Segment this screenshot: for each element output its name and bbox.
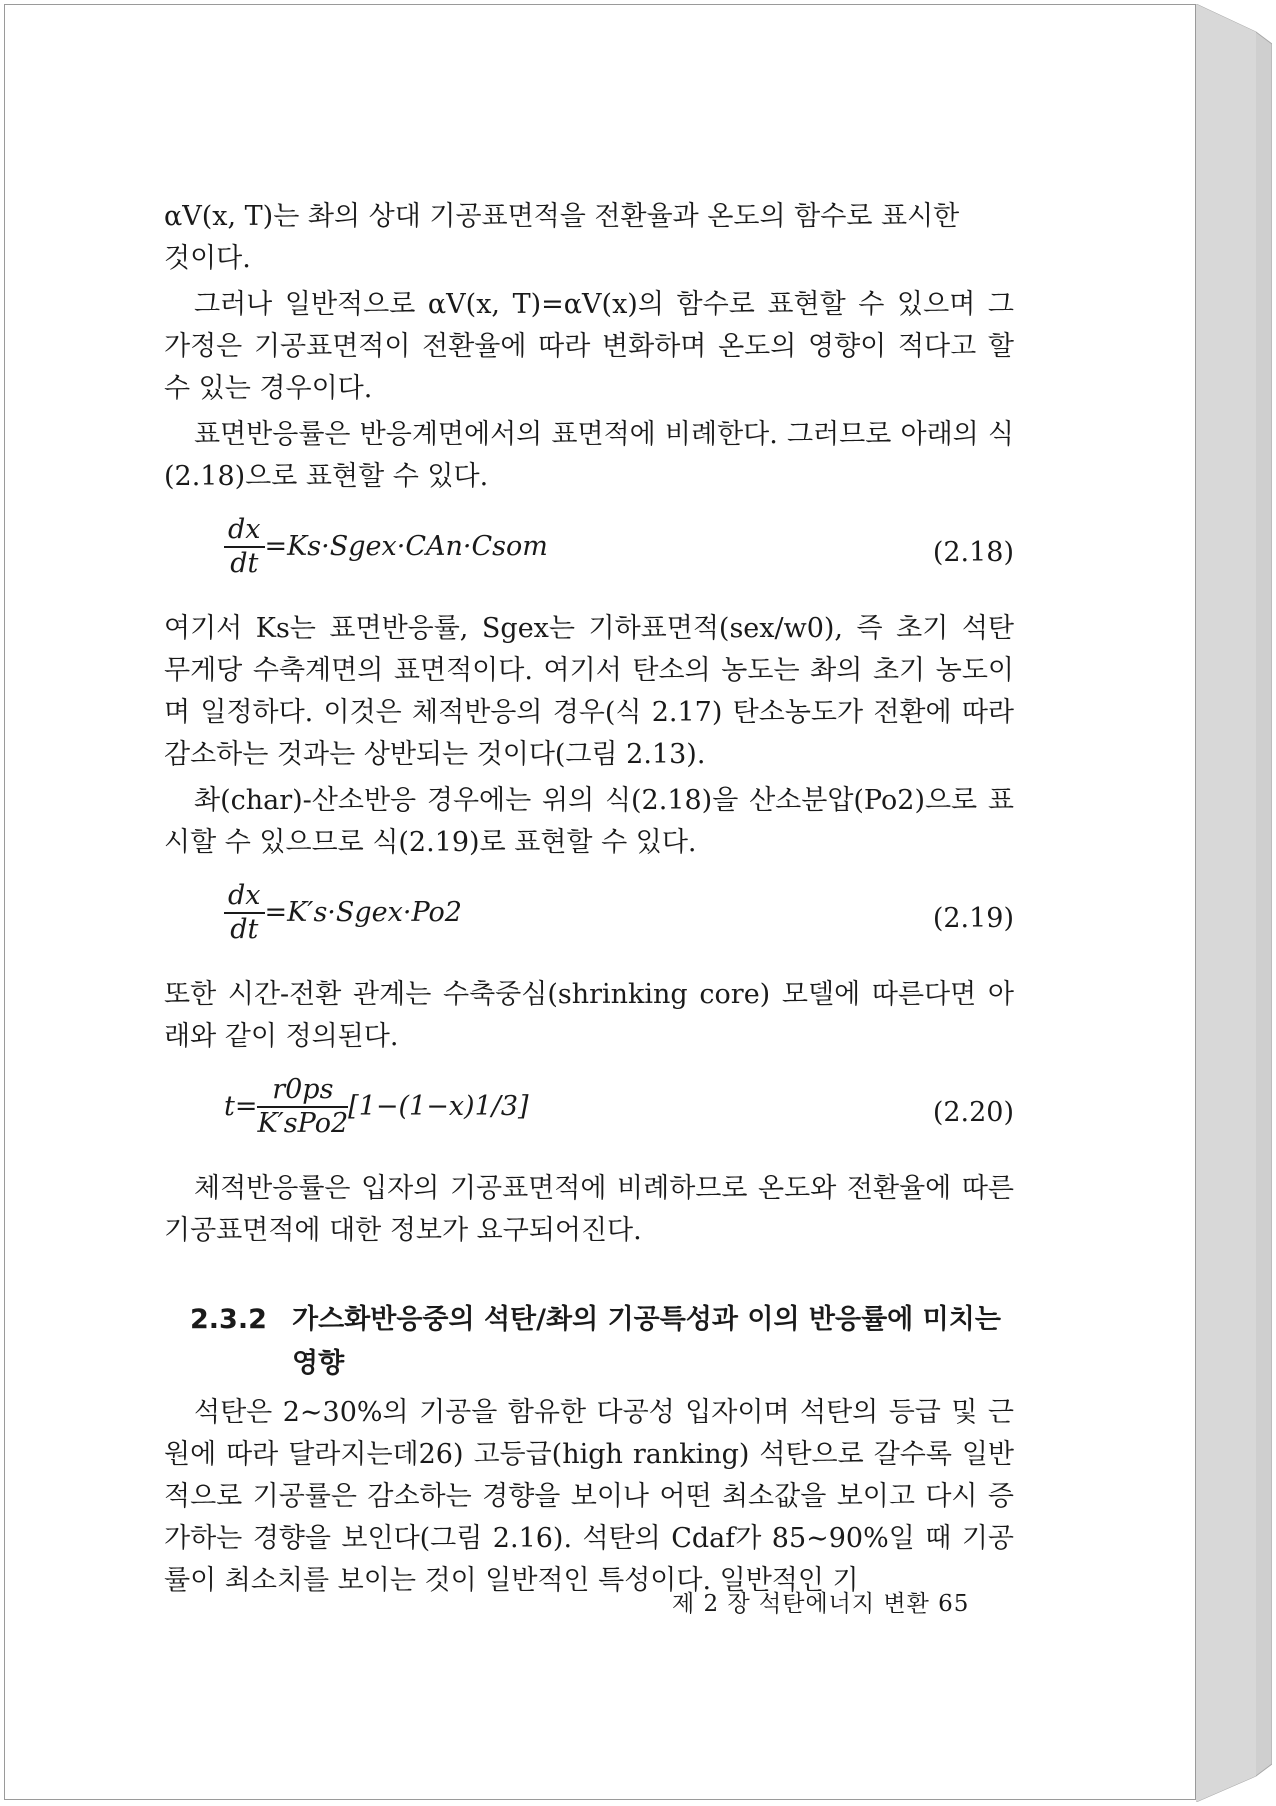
equation-2-20-lhs: t= (224, 1091, 258, 1122)
paragraph-2: 그러나 일반적으로 αV(x, T)=αV(x)의 함수로 표현할 수 있으며 그 가정은 기공표면적이 전환율에 따라 변화하며 온도의 영향이 적다고 할 수 있는 경우이다. (164, 289, 1014, 404)
equation-2-20-number: (2.20) (932, 1097, 1014, 1128)
equation-2-18-rhs: =Ks·Sgex·CAn·Csom (264, 531, 548, 562)
equation-2-19-number: (2.19) (932, 903, 1014, 934)
equation-2-18-numerator: dx (224, 514, 265, 548)
paragraph-8: 석탄은 2∼30%의 기공을 함유한 다공성 입자이며 석탄의 등급 및 근원에 따라 달라지는데26) 고등급(high ranking) 석탄으로 갈수록 일반적으로 기공률은 감소하는 경향을 보이나 어떤 최소값을 보이고 다시 증가하는 경향을 보인다(그림 2.16). 석탄의 Cdaf가 85∼90%일 때 기공률이 최소치를 보이는 것이 일반적인 특성이다. 일반적인 기 (164, 1397, 1014, 1596)
paragraph-4: 여기서 Ks는 표면반응률, Sgex는 기하표면적(sex/w0), 즉 초기 석탄 무게당 수축계면의 표면적이다. 여기서 탄소의 농도는 촤의 초기 농도이며 일정하다. 이것은 체적반응의 경우(식 2.17) 탄소농도가 전환에 따라 감소하는 것과는 상반되는 것이다(그림 2.13). (164, 613, 1014, 770)
equation-2-18 (164, 514, 1014, 590)
paragraph-6: 또한 시간-전환 관계는 수축중심(shrinking core) 모델에 따른다면 아래와 같이 정의된다. (164, 979, 1014, 1052)
section-number: 2.3.2 (190, 1304, 267, 1335)
equation-2-19-numerator: dx (224, 880, 265, 914)
paragraph-7: 체적반응률은 입자의 기공표면적에 비례하므로 온도와 전환율에 따른 기공표면적에 대한 정보가 요구되어진다. (164, 1173, 1014, 1246)
page-body (164, 196, 1014, 1602)
paragraph-1-line-1: αV(x, T)는 촤의 상대 기공표면적을 전환율과 온도의 함수로 표시한 (164, 201, 960, 232)
equation-2-18-number: (2.18) (932, 537, 1014, 568)
equation-2-20-rhs: [1−(1−x)1/3] (348, 1091, 529, 1122)
paragraph-1 (164, 196, 1014, 280)
equation-2-18-denominator: dt (230, 548, 259, 579)
paragraph-1-line-2: 것이다. (164, 243, 251, 274)
paragraph-3: 표면반응률은 반응계면에서의 표면적에 비례한다. 그러므로 아래의 식(2.18)으로 표현할 수 있다. (164, 419, 1014, 492)
page-edge (1196, 4, 1272, 1802)
section-title: 가스화반응중의 석탄/촤의 기공특성과 이의 반응률에 미치는 영향 (292, 1304, 1001, 1379)
section-heading (190, 1298, 1014, 1386)
equation-2-19-rhs: =K′s·Sgex·Po2 (264, 897, 462, 928)
equation-2-20-denominator: K′sPo2 (257, 1108, 349, 1139)
equation-2-20-fraction (257, 1074, 348, 1140)
paragraph-5: 촤(char)-산소반응 경우에는 위의 식(2.18)을 산소분압(Po2)으로 표시할 수 있으므로 식(2.19)로 표현할 수 있다. (164, 785, 1014, 858)
equation-2-20-numerator: r0ps (257, 1074, 348, 1108)
running-footer: 제 2 장 석탄에너지 변환 65 (672, 1591, 970, 1617)
equation-2-19-fraction (224, 880, 265, 946)
equation-2-18-fraction (224, 514, 265, 580)
equation-2-19-denominator: dt (230, 914, 259, 945)
equation-2-19 (164, 880, 1014, 956)
equation-2-20 (164, 1074, 1014, 1150)
